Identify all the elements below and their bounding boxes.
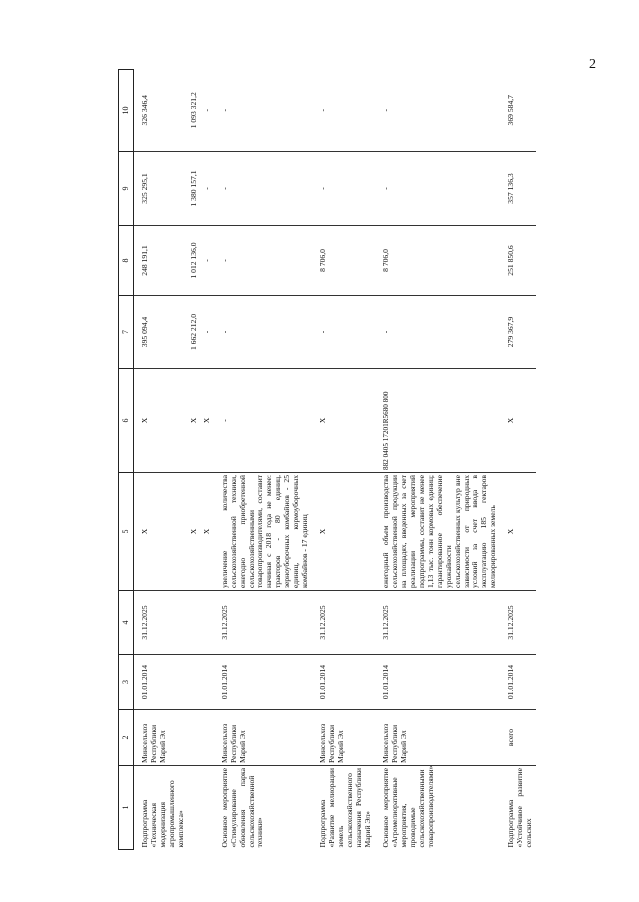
cell-v10: 326 346,4 [134, 70, 188, 152]
cell-code: X [134, 369, 188, 473]
cell-v10: 369 584,7 [500, 70, 536, 152]
cell-executor: Минсельхоз Республики Марий Эл [312, 710, 375, 766]
cell-v8: - [201, 226, 214, 296]
cell-name: Подпрограмма «Развитие мелиорации земель сельскохозяйственного назначения Республики Марий Эл» [318, 768, 372, 848]
cell-result: X [201, 473, 214, 591]
cell-v7: 279 367,9 [500, 296, 536, 369]
cell-v9: - [312, 152, 375, 226]
cell-v8: 8 706,0 [375, 226, 500, 296]
cell-end: 31.12.2025 [375, 591, 500, 655]
cell-result: X [312, 473, 375, 591]
cell-end: 31.12.2025 [134, 591, 188, 655]
cell-name [201, 766, 214, 850]
cell-v7: - [214, 296, 313, 369]
col-header-8: 8 [119, 226, 134, 296]
cell-v10: 1 093 321,2 [188, 70, 201, 152]
cell-start [188, 655, 201, 710]
table-row [188, 70, 201, 850]
cell-v8: 8 706,0 [312, 226, 375, 296]
cell-end [201, 591, 214, 655]
cell-v10: - [375, 70, 500, 152]
cell-code: 882 0405 17201R5680 800 [375, 369, 500, 473]
cell-start: 01.01.2014 [500, 655, 536, 710]
col-header-3: 3 [119, 655, 134, 710]
cell-name: Основное мероприятие «Стимулирование обновления парка сельскохозяйственной техники» [219, 768, 265, 848]
cell-executor: Минсельхоз Республики Марий Эл [134, 710, 188, 766]
cell-name: Основное мероприятие «Агромелиоративные мероприятия, проводимые сельскохозяйственными товаропроизводителями» [380, 765, 435, 848]
cell-v7: 1 662 212,0 [188, 296, 201, 369]
cell-start [201, 655, 214, 710]
col-header-4: 4 [119, 591, 134, 655]
cell-v10: - [312, 70, 375, 152]
table-row [375, 70, 500, 850]
cell-v9: 325 295,1 [134, 152, 188, 226]
col-header-2: 2 [119, 710, 134, 766]
cell-start: 01.01.2014 [214, 655, 313, 710]
col-header-7: 7 [119, 296, 134, 369]
cell-v9: 357 136,3 [500, 152, 536, 226]
cell-end: 31.12.2025 [214, 591, 313, 655]
cell-end [188, 591, 201, 655]
cell-v9: - [214, 152, 313, 226]
col-header-5: 5 [119, 473, 134, 591]
cell-v8: - [214, 226, 313, 296]
cell-v9: - [201, 152, 214, 226]
program-table [118, 69, 536, 850]
table-row [500, 70, 536, 850]
cell-v7: 395 094,4 [134, 296, 188, 369]
cell-executor [188, 710, 201, 766]
table-row [312, 70, 375, 850]
cell-name [188, 766, 201, 850]
cell-executor [201, 710, 214, 766]
col-header-1: 1 [119, 766, 134, 850]
cell-result: ежегодный объем производства сельскохозяйственной продукции на площадях, введенных за счет реализации мероприятий подпрограммы, составит не менее 1,13 тыс. тонн кормовых единиц; гарантированное обеспечение урожайности сельскохозяйственных культур вне зависимости от природных условий за счет ввода в эксплуатацию 185 гектаров мелиорированных земель [375, 473, 500, 591]
cell-result: X [134, 473, 188, 591]
cell-v10: - [201, 70, 214, 152]
cell-end: 31.12.2025 [500, 591, 536, 655]
cell-v7: - [312, 296, 375, 369]
cell-executor: всего [500, 710, 536, 766]
cell-end: 31.12.2025 [312, 591, 375, 655]
cell-start: 01.01.2014 [375, 655, 500, 710]
cell-code: X [500, 369, 536, 473]
header-row [119, 70, 134, 850]
cell-v7: - [375, 296, 500, 369]
cell-v8: 251 850,6 [500, 226, 536, 296]
table-row [214, 70, 313, 850]
cell-result: увеличение количества сельскохозяйственной техники, ежегодно приобретенной сельскохозяйственными товаропроизводителями, составит начиная с 2018 года не менее: тракторов - 80 единиц, зерноуборочных комбайнов - 25 единиц, кормоуборочных комбайнов - 17 единиц [214, 473, 313, 591]
cell-v9: 1 380 157,1 [188, 152, 201, 226]
table-row [201, 70, 214, 850]
page-number: 2 [589, 57, 596, 72]
cell-v9: - [375, 152, 500, 226]
cell-start: 01.01.2014 [312, 655, 375, 710]
cell-v8: 1 012 136,0 [188, 226, 201, 296]
cell-code: X [201, 369, 214, 473]
cell-code: X [312, 369, 375, 473]
cell-name: Подпрограмма «Устойчивое развитие сельских [506, 768, 534, 848]
col-header-9: 9 [119, 152, 134, 226]
cell-start: 01.01.2014 [134, 655, 188, 710]
rotated-table-wrapper [118, 70, 639, 850]
cell-name: Подпрограмма «Техническая модернизация агропромышленного комплекса» [140, 780, 185, 848]
cell-code: - [214, 369, 313, 473]
cell-v7: - [201, 296, 214, 369]
cell-v8: 248 191,1 [134, 226, 188, 296]
cell-executor: Минсельхоз Республики Марий Эл [375, 710, 500, 766]
cell-executor: Минсельхоз Республики Марий Эл [214, 710, 313, 766]
col-header-6: 6 [119, 369, 134, 473]
cell-code: X [188, 369, 201, 473]
cell-result: X [500, 473, 536, 591]
cell-v10: - [214, 70, 313, 152]
table-row [134, 70, 188, 850]
col-header-10: 10 [119, 70, 134, 152]
cell-result: X [188, 473, 201, 591]
